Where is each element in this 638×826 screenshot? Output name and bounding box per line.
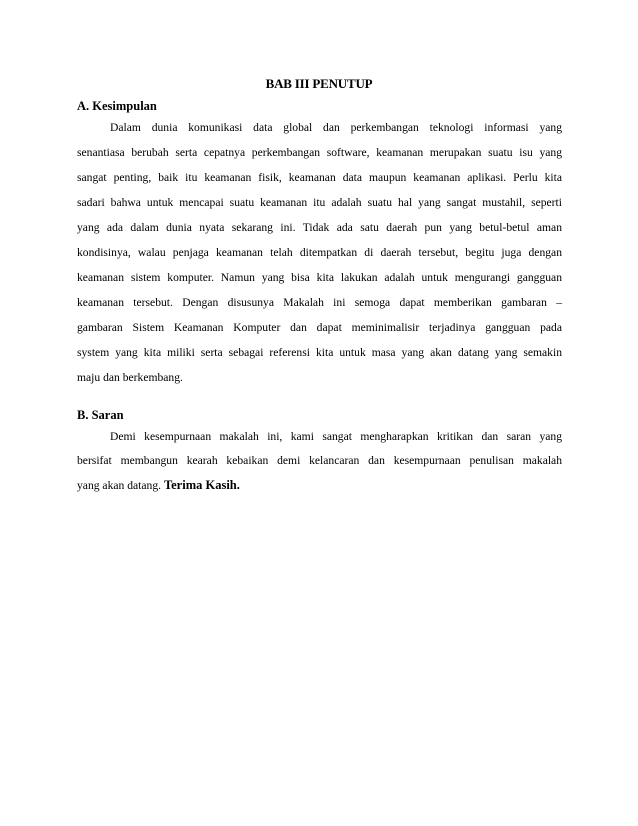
paragraph-line: gambaran Sistem Keamanan Komputer dan dapat meminimalisir terjadinya gangguan pada (77, 321, 562, 334)
paragraph-line: bersifat membangun kearah kebaikan demi kelancaran dan kesempurnaan penulisan makalah (77, 454, 562, 467)
paragraph-line: sadari bahwa untuk mencapai suatu keamanan itu adalah suatu hal yang sangat mustahil, seperti (77, 196, 562, 209)
chapter-title: BAB III PENUTUP (265, 76, 373, 91)
paragraph-line: senantiasa berubah serta cepatnya perkembangan software, keamanan merupakan suatu isu yang (77, 146, 562, 159)
paragraph-line: kondisinya, walau penjaga keamanan telah ditempatkan di daerah tersebut, begitu juga dengan (77, 246, 562, 259)
paragraph-text: yang akan datang. (77, 479, 162, 492)
paragraph-line: Dalam dunia komunikasi data global dan perkembangan teknologi informasi yang (110, 121, 562, 134)
paragraph-line: system yang kita miliki serta sebagai referensi kita untuk masa yang akan datang yang semakin (77, 346, 562, 359)
paragraph-line: keamanan tersebut. Dengan disusunya Makalah ini semoga dapat memberikan gambaran – (77, 296, 562, 309)
paragraph-line: sangat penting, baik itu keamanan fisik, keamanan data maupun keamanan aplikasi. Perlu kita (77, 171, 562, 184)
paragraph-line: maju dan berkembang. (77, 371, 183, 384)
paragraph-line-closing (77, 477, 240, 494)
paragraph-line: keamanan sistem komputer. Namun yang bisa kita lakukan adalah untuk mengurangi gangguan (77, 271, 562, 284)
section-heading-saran: B. Saran (77, 408, 124, 422)
closing-text: Terima Kasih. (163, 478, 240, 492)
paragraph-line: yang ada dalam dunia nyata sekarang ini. Tidak ada satu daerah pun yang betul-betul aman (77, 221, 562, 234)
paragraph-line: Demi kesempurnaan makalah ini, kami sangat mengharapkan kritikan dan saran yang (110, 430, 562, 443)
section-heading-kesimpulan: A. Kesimpulan (77, 99, 157, 113)
